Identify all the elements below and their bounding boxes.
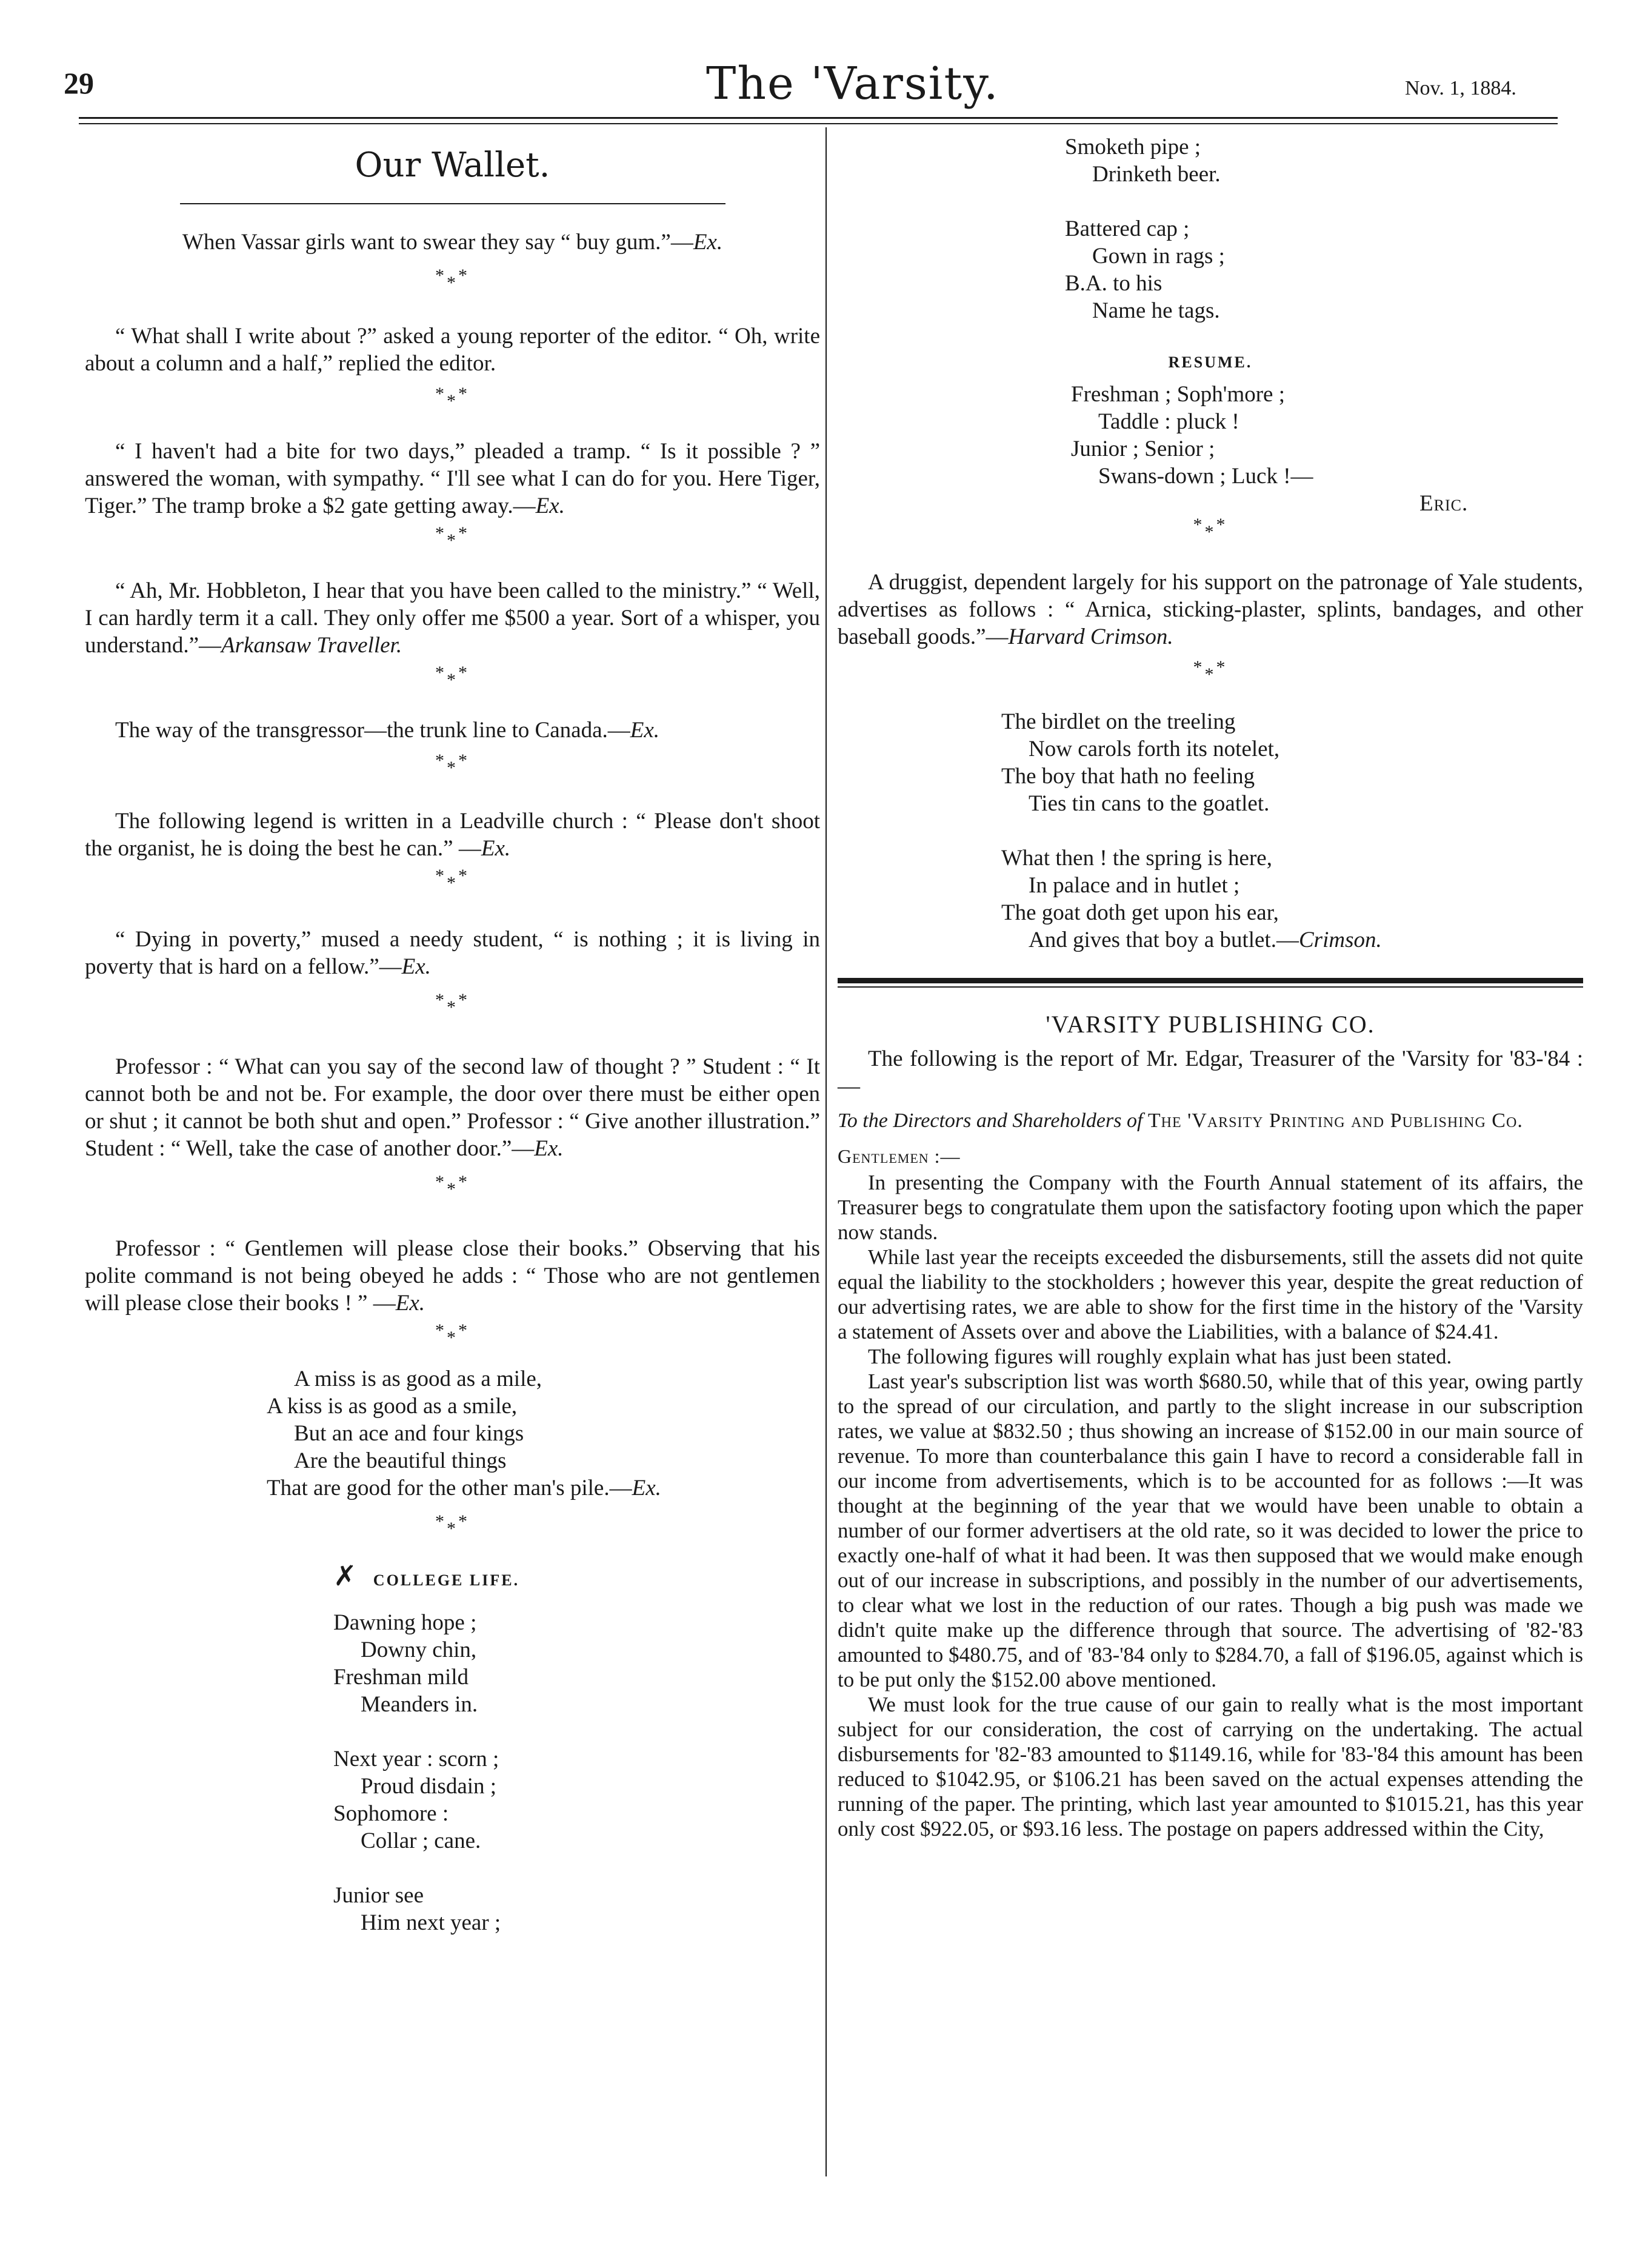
poem-line: A miss is as good as a mile, [294, 1366, 542, 1391]
wallet-item [85, 926, 820, 980]
poem-line: Downy chin, [361, 1637, 477, 1662]
poem-line: The birdlet on the treeling [1001, 709, 1236, 734]
stanza [333, 1882, 820, 1936]
college-life-heading [333, 1559, 820, 1594]
masthead: The 'Varsity. [706, 58, 999, 110]
report-paragraph: We must look for the true cause of our gain to really what is the most important subject for our consideration, the cost of carrying on the undertaking. The actual disbursements for '82-'83 amounted to $1149.16, while for '83-'84 this amount has been reduced to $1042.95, or $106.21 has been saved on the actual expenses attending the running of the paper. The printing, which last year amounted to $1015.21, has this year only cost $922.05, or $93.16 less. The postage on papers addressed within the City, [838, 1693, 1583, 1841]
wallet-item-text: “ I haven't had a bite for two days,” pleaded a tramp. “ Is it possible ? ” answered the woman, with sympathy. “ I'll see what I can do for you. Here Tiger, Tiger.” The tramp broke a $2 gate getting away.— [85, 439, 820, 518]
poem-line: Are the beautiful things [294, 1448, 507, 1473]
poem-line: Collar ; cane. [361, 1828, 481, 1853]
poem-line: Name he tags. [1092, 298, 1220, 323]
report-heading: 'VARSITY PUBLISHING CO. [1046, 1011, 1375, 1038]
asterism: *** [435, 266, 470, 293]
poem-line: But an ace and four kings [294, 1421, 524, 1446]
stanza [333, 1745, 820, 1855]
poem-line: The boy that hath no feeling [1001, 764, 1255, 789]
wallet-item-source: Ex. [534, 1136, 564, 1161]
poem-line: Him next year ; [361, 1910, 501, 1935]
wallet-item [85, 577, 820, 659]
pencil-mark-icon: ✗ [333, 1559, 357, 1592]
poem-line: What then ! the spring is here, [1001, 846, 1272, 871]
wallet-item-text: “ What shall I write about ?” asked a young reporter of the editor. “ Oh, write about a column and a half,” replied the editor. [85, 324, 820, 376]
wallet-item-source: Ex. [395, 1291, 425, 1316]
section-rule-thick [838, 978, 1583, 983]
asterism: *** [435, 1320, 470, 1348]
poem-line: And gives that boy a butlet.— [1029, 928, 1299, 952]
report-paragraph: In presenting the Company with the Fourth Annual statement of its affairs, the Treasurer begs to congratulate them upon the satisfactory footing upon which the paper now stands. [838, 1171, 1583, 1244]
wallet-item-source: Ex. [535, 493, 565, 518]
college-life-poem [333, 1559, 820, 1936]
poem-line: Freshman mild [333, 1665, 469, 1690]
right-column [838, 133, 1583, 1841]
poem-source: Crimson. [1299, 928, 1382, 952]
report-paragraph: The following figures will roughly explain what has just been stated. [868, 1345, 1452, 1368]
poem-line: Junior see [333, 1883, 424, 1908]
wallet-item [85, 1235, 820, 1317]
report-address [838, 1107, 1583, 1134]
wallet-item [85, 1053, 820, 1162]
wallet-item-source: Ex. [630, 718, 660, 743]
poem-line: A kiss is as good as a smile, [267, 1394, 518, 1419]
stanza [333, 1609, 820, 1718]
wallet-item-text: Professor : “ What can you say of the second law of thought ? ” Student : “ It cannot both be and not be. For example, the door over there must be either open or shut ; it cannot be both shut and open.” Professor : “ Give another illustration.” Student : “ Well, take the case of another door.”— [85, 1054, 820, 1161]
salutation: Gentlemen :— [838, 1145, 961, 1167]
wallet-item-source: Ex. [693, 230, 723, 255]
college-life-title: COLLEGE LIFE. [373, 1571, 520, 1589]
wallet-item-text: “ Dying in poverty,” mused a needy student, “ is nothing ; it is living in poverty that is hard on a fellow.”— [85, 927, 820, 979]
asterism: *** [435, 663, 470, 690]
poem-miss-kiss [267, 1365, 820, 1502]
poem-line: Proud disdain ; [361, 1774, 497, 1799]
poem-line: Freshman ; Soph'more ; [1071, 382, 1285, 407]
poem-line: Smoketh pipe ; [1065, 135, 1201, 159]
wallet-item [85, 323, 820, 377]
page-number: 29 [64, 66, 94, 100]
wallet-item [85, 438, 820, 520]
poem-line: B.A. to his [1065, 271, 1162, 296]
stanza [1065, 133, 1583, 188]
druggist-text: A druggist, dependent largely for his support on the patronage of Yale students, advertises as follows : “ Arnica, sticking-plaster, splints, bandages, and other baseball goods.”— [838, 570, 1583, 649]
poem-line: Gown in rags ; [1092, 244, 1225, 269]
wallet-item-source: Ex. [401, 954, 431, 979]
resume-poem [1071, 381, 1583, 490]
poem-line: Swans-down ; Luck !— [1098, 464, 1313, 489]
wallet-item [85, 229, 820, 256]
poem-line: In palace and in hutlet ; [1029, 873, 1240, 898]
poem-line: Now carols forth its notelet, [1029, 737, 1280, 761]
asterism: *** [435, 990, 470, 1017]
wallet-item-text: The following legend is written in a Leadville church : “ Please don't shoot the organist, he is doing the best he can.” — [85, 809, 820, 861]
issue-date: Nov. 1, 1884. [1405, 77, 1516, 99]
poem-line: Dawning hope ; [333, 1610, 477, 1635]
poem-line: Ties tin cans to the goatlet. [1029, 791, 1270, 816]
asterism: *** [435, 523, 470, 550]
stanza [1065, 215, 1583, 324]
asterism: *** [435, 384, 470, 411]
section-title: Our Wallet. [355, 146, 550, 185]
druggist-source: Harvard Crimson. [1008, 624, 1173, 649]
wallet-item-text: The way of the transgressor—the trunk line to Canada.— [115, 718, 630, 743]
wallet-item-text: When Vassar girls want to swear they say “ buy gum.”— [182, 230, 693, 255]
report-body [838, 1170, 1583, 1841]
address-italic: To the Directors and Shareholders of [838, 1109, 1143, 1132]
wallet-item-text: Professor : “ Gentlemen will please close their books.” Observing that his polite command is not being obeyed he adds : “ Those who are not gentlemen will please close their books ! ” — [85, 1236, 820, 1316]
wallet-item [85, 717, 820, 744]
signature: Eric. [1419, 491, 1469, 516]
address-company: The 'Varsity Printing and Publishing Co. [1147, 1109, 1523, 1132]
poem-line: Meanders in. [361, 1692, 478, 1717]
wallet-item-source: Ex. [481, 836, 511, 861]
birdlet-poem [1001, 708, 1583, 954]
poem-line: Battered cap ; [1065, 216, 1190, 241]
section-rule-thin [838, 986, 1583, 988]
poem-line: Next year : scorn ; [333, 1747, 499, 1771]
asterism: *** [435, 1172, 470, 1199]
header-rule-top [79, 117, 1558, 119]
poem-line: The goat doth get upon his ear, [1001, 900, 1279, 925]
asterism: *** [435, 1511, 470, 1539]
poem-source: Ex. [632, 1476, 661, 1500]
header-rule-bottom [79, 123, 1558, 124]
wallet-item-source: Arkansaw Traveller. [221, 633, 402, 658]
asterism: *** [1193, 657, 1228, 684]
report-paragraph: While last year the receipts exceeded the disbursements, still the assets did not quite equal the liability to the stockholders ; however this year, despite the great reduction of our advertising rates, we are able to show for the first time in the history of the 'Varsity a statement of Assets over and above the Liabilities, with a balance of $24.41. [838, 1245, 1583, 1343]
report-intro: The following is the report of Mr. Edgar, Treasurer of the 'Varsity for '83-'84 :— [838, 1046, 1583, 1099]
wallet-item [85, 808, 820, 862]
asterism: *** [435, 866, 470, 893]
left-column [85, 146, 820, 1936]
wallet-item-text: “ Ah, Mr. Hobbleton, I hear that you have been called to the ministry.” “ Well, I can hardly term it a call. They only offer me $500 a year. Sort of a whisper, you understand.”— [85, 578, 820, 658]
druggist-item [838, 569, 1583, 651]
poem-line: Drinketh beer. [1092, 162, 1221, 187]
resume-title: RESUME. [1168, 353, 1253, 371]
asterism: *** [435, 751, 470, 778]
poem-line: Junior ; Senior ; [1071, 437, 1215, 461]
column-divider [826, 127, 827, 2176]
poem-line: That are good for the other man's pile.— [267, 1476, 632, 1500]
report-paragraph: Last year's subscription list was worth $680.50, while that of this year, owing partly to the spread of our circulation, and partly to the slight increase in our subscription rates, we value at $832.50 ; thus showing an increase of $152.00 in our main source of revenue. To more than counterbalance this gain I have to record a considerable fall in our income from advertisements, which is to be accounted for as follows :—It was thought at the beginning of the year that we would have been unable to obtain a number of our former advertisers at the old rate, so it was decided to lower the price to exactly one-half of what it had been. It was then supposed that we would make enough out of our increase in subscriptions, and possibly in the number of our advertisements, to clear what we lost in the reduction of our rates. Though a big push was made we didn't quite make up the difference through that source. The advertising of '82-'83 amounted to $480.75, and of '83-'84 only to $284.70, a fall of $196.05, against which is to be put only the $152.00 above mentioned. [838, 1370, 1583, 1691]
poem-line: Sophomore : [333, 1801, 449, 1826]
title-rule [180, 203, 725, 204]
poem-line: Taddle : pluck ! [1098, 409, 1239, 434]
asterism: *** [1193, 515, 1228, 542]
